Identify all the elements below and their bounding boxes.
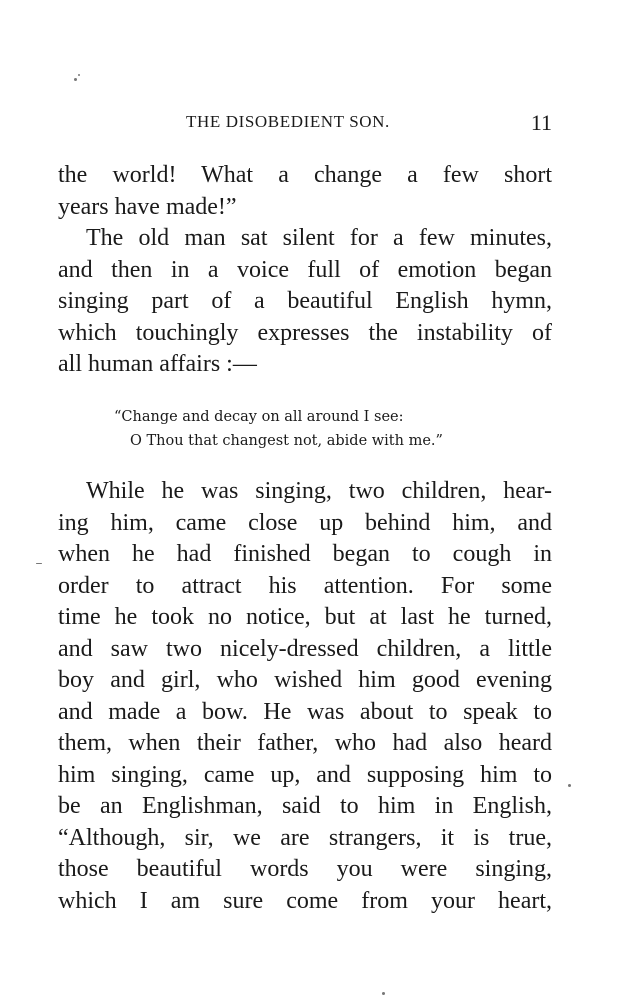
text-line: them, when their father, who had also heard [58,730,552,756]
text-line: and made a bow. He was about to speak to [58,698,552,725]
quote-line: “Change and decay on all around I see: [114,409,404,425]
page-header [58,112,552,138]
text-line: which I am sure come from your heart, [58,887,552,914]
page-number: 11 [530,110,552,135]
quote-line: O Thou that changest not, abide with me.” [130,433,443,449]
paragraph-main [58,476,552,917]
text-line: the world! What a change a few short [58,162,552,188]
print-speck [382,992,385,995]
text-line: “Although, sir, we are strangers, it is true, [58,824,552,851]
text-line: him singing, came up, and supposing him to [58,761,552,788]
text-line: time he took no notice, but at last he turned, [58,604,552,630]
text-line: While he was singing, two children, hear- [86,478,552,504]
text-line: years have made!” [58,193,237,220]
text-line: boy and girl, who wished him good evening [58,667,552,693]
hymn-quote [58,405,552,453]
text-line: and then in a voice full of emotion began [58,256,552,283]
running-title: THE DISOBEDIENT SON. [186,112,390,131]
text-line: be an Englishman, said to him in English, [58,793,552,819]
text-line: ing him, came close up behind him, and [58,509,552,536]
text-line: singing part of a beautiful English hymn, [58,288,552,314]
text-line: those beautiful words you were singing, [58,856,552,882]
paragraph-continued [58,160,552,381]
text-line: when he had finished began to cough in [58,541,552,567]
print-speck [74,78,77,81]
print-speck [36,563,42,564]
text-line: order to attract his attention. For some [58,572,552,599]
print-speck [568,784,571,787]
text-line: The old man sat silent for a few minutes, [86,225,552,251]
text-line: and saw two nicely-dressed children, a little [58,635,552,662]
text-line: all human affairs :— [58,351,257,377]
text-line: which touchingly expresses the instability of [58,319,552,346]
print-speck [78,74,80,76]
